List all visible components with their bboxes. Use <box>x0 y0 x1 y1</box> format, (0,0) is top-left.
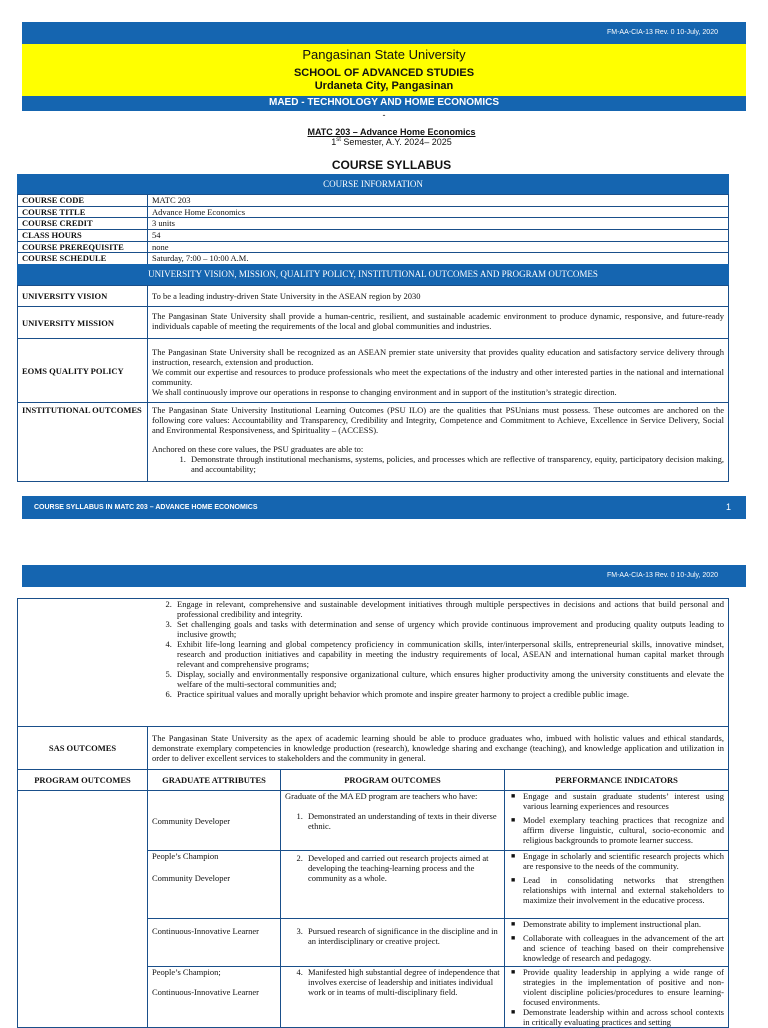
table-row <box>18 307 729 339</box>
attribute <box>148 791 281 851</box>
institutional-key: INSTITUTIONAL OUTCOMES <box>18 403 148 482</box>
inst-anchor: Anchored on these core values, the PSU graduates are able to: <box>152 444 364 454</box>
po-intro: Graduate of the MA ED program are teachers who have: <box>285 791 478 801</box>
mission-text: The Pangasinan State University shall provide a human-centric, resilient, and sustainable academic environment to produce dynamic, responsive, and future-ready individuals capable of meeting the requirements of the local and global communities and industries. <box>148 307 729 339</box>
row-value: none <box>148 241 729 253</box>
course-info-table <box>17 194 729 265</box>
row-value: 54 <box>148 230 729 242</box>
attribute-a: Community Developer <box>152 815 231 826</box>
policy-1: The Pangasinan State University shall be recognized as an ASEAN premier state university that provides quality education and satisfactory service delivery through instruction, research, extension and production. <box>152 347 724 367</box>
footer-text: COURSE SYLLABUS IN MATC 203 – ADVANCE HOME ECONOMICS <box>34 504 258 511</box>
table-row <box>18 195 729 207</box>
performance-indicators <box>505 967 729 1028</box>
attribute-a: Continuous-Innovative Learner <box>152 926 259 936</box>
col-graduate-attributes: GRADUATE ATTRIBUTES <box>148 770 281 791</box>
vision-mission-table <box>17 285 729 482</box>
table-row <box>18 791 729 851</box>
pi-item: ■ Engage in scholarly and scientific research projects which are responsive to the needs of the community. <box>509 851 724 871</box>
form-code-bar <box>22 22 746 44</box>
outcomes-table <box>17 598 729 1028</box>
institutional-outcomes-cont <box>18 599 729 727</box>
attribute <box>148 919 281 967</box>
vision-mission-header: UNIVERSITY VISION, MISSION, QUALITY POLICY, INSTITUTIONAL OUTCOMES AND PROGRAM OUTCOMES <box>17 264 729 285</box>
po-item: 3. Pursued research of significance in the discipline and in an interdisciplinary or creative project. <box>305 926 500 946</box>
list-item: 4. Exhibit life-long learning and global competency proficiency in communication skills, inter/interpersonal skills, entrepreneurial skills, innovative mindset, research and production initiatives and capability in meeting the industry requirements of local, ASEAN and international human capital market through relevant and comprehensive programs; <box>174 639 724 669</box>
course-info-header: COURSE INFORMATION <box>17 174 729 194</box>
table-row <box>18 727 729 770</box>
program-outcomes-empty <box>18 791 148 1028</box>
attribute <box>148 851 281 919</box>
table-row <box>18 770 729 791</box>
list-item: 6. Practice spiritual values and morally upright behavior which promote and inspire greater harmony to project a credible public image. <box>174 689 724 699</box>
row-key: COURSE PREREQUISITE <box>18 241 148 253</box>
performance-indicators <box>505 919 729 967</box>
list-item: 2. Engage in relevant, comprehensive and sustainable development initiatives through multiple perspectives in decisions and actions that build personal and professional credibility and integrity. <box>174 599 724 619</box>
pi-item: ■ Model exemplary teaching practices that recognize and affirm diverse linguistic, cultural, socio-economic and religious backgrounds to promote learner success. <box>509 815 724 845</box>
form-code-bar <box>22 565 746 587</box>
attribute <box>148 967 281 1028</box>
table-row <box>18 230 729 242</box>
table-row <box>18 403 729 482</box>
po-item: 4. Manifested high substantial degree of independence that involves exercise of leadership and initiates individual work or in teams of multi-disciplinary field. <box>305 967 500 997</box>
col-program-outcomes: PROGRAM OUTCOMES <box>18 770 148 791</box>
footer-bar <box>22 496 746 519</box>
table-row <box>18 218 729 230</box>
form-code: FM-AA-CIA-13 Rev. 0 10-July, 2020 <box>606 29 718 36</box>
pi-item: ■ Provide quality leadership in applying a wide range of strategies in the implementation of positive and non-violent discipline policies/procedures to ensure learning-focused environments. <box>509 967 724 1007</box>
page-title: COURSE SYLLABUS <box>331 158 452 172</box>
policy-2: We commit our expertise and resources to produce professionals who meet the expectations of the industry and other interested parties in the national and international community. <box>152 367 724 387</box>
table-row <box>18 599 729 727</box>
form-code: FM-AA-CIA-13 Rev. 0 10-July, 2020 <box>606 572 718 579</box>
pi-item: ■ Collaborate with colleagues in the advancement of the art and science of teaching based on their comprehensive knowledge of research and pedagogy. <box>509 933 724 963</box>
col-performance-indicators: PERFORMANCE INDICATORS <box>505 770 729 791</box>
institutional-text <box>148 403 729 482</box>
university-banner <box>22 44 746 96</box>
program-bar <box>22 96 746 111</box>
table-row <box>18 241 729 253</box>
sas-key: SAS OUTCOMES <box>18 727 148 770</box>
table-row <box>18 206 729 218</box>
pi-item: ■ Engage and sustain graduate students’ interest using various learning experiences and resources <box>509 791 724 811</box>
performance-indicators <box>505 851 729 919</box>
course-line: MATC 203 – Advance Home Economics <box>307 127 476 137</box>
row-key: COURSE SCHEDULE <box>18 253 148 265</box>
program-outcome <box>281 967 505 1028</box>
row-value: Saturday, 7:00 – 10:00 A.M. <box>148 253 729 265</box>
university-name: Pangasinan State University <box>302 47 466 62</box>
attribute-a: People’s Champion <box>152 851 219 861</box>
pi-item: ■ Demonstrate leadership within and across school contexts in critically evaluating practices and setting <box>509 1007 724 1027</box>
row-key: COURSE CREDIT <box>18 218 148 230</box>
program-name: MAED - TECHNOLOGY AND HOME ECONOMICS <box>268 97 499 108</box>
mission-key: UNIVERSITY MISSION <box>18 307 148 339</box>
row-value: MATC 203 <box>148 195 729 207</box>
sas-text: The Pangasinan State University as the apex of academic learning should be able to produce graduates who, imbued with holistic values and ethical standards, demonstrate exemplary competencies in knowledge production (research), knowledge sharing and exchange (teaching), and knowledge application and utilization in order to deliver excellent services to stakeholders and the community in general. <box>148 727 729 770</box>
row-key: COURSE CODE <box>18 195 148 207</box>
page-number: 1 <box>725 502 731 512</box>
po-item: 2. Developed and carried out research projects aimed at developing the teaching-learning process and the community as a whole. <box>305 853 500 883</box>
semester-num: 1 <box>331 137 337 147</box>
table-row <box>18 339 729 403</box>
row-value: Advance Home Economics <box>148 206 729 218</box>
row-value: 3 units <box>148 218 729 230</box>
attribute-a: People’s Champion; <box>152 967 221 977</box>
inst-item-1: 1. Demonstrate through institutional mechanisms, systems, policies, and processes which are reflective of transparency, equity, participatory decision making, and accountability; <box>188 454 724 474</box>
list-item: 5. Display, socially and environmentally responsive organizational culture, which ensures higher productivity among the university constituents and elevate the welfare of the multi-sectoral communities and; <box>174 669 724 689</box>
attribute-b: Continuous-Innovative Learner <box>152 987 259 997</box>
table-row <box>18 253 729 265</box>
pi-item: ■ Lead in consolidating networks that strengthen relationships with internal and external stakeholders to maximize their involvement in the educative process. <box>509 875 724 905</box>
semester-line <box>0 137 768 147</box>
list-item: 3. Set challenging goals and tasks with determination and sense of urgency which provide continuous improvement and producing quality outputs leading to inclusive growth; <box>174 619 724 639</box>
performance-indicators <box>505 791 729 851</box>
inst-intro: The Pangasinan State University Institutional Learning Outcomes (PSU ILO) are the qualities that PSUnians must possess. These outcomes are anchored on the following core values: Accountability and Transparency, Credibility and Integrity, Competence and Commitment to Achieve, Excellence in Service Delivery, Social and Environmental Responsiveness, and Spirituality – (ACCESS). <box>152 405 724 435</box>
attribute-b: Community Developer <box>152 873 231 883</box>
row-key: CLASS HOURS <box>18 230 148 242</box>
vision-key: UNIVERSITY VISION <box>18 286 148 307</box>
school-name: SCHOOL OF ADVANCED STUDIES <box>293 67 475 79</box>
po-item: 1. Demonstrated an understanding of texts in their diverse ethnic. <box>305 811 500 831</box>
policy-text <box>148 339 729 403</box>
pi-item: ■ Demonstrate ability to implement instructional plan. <box>509 919 724 929</box>
col-program-outcomes-2: PROGRAM OUTCOMES <box>281 770 505 791</box>
semester-sup: st <box>336 137 341 143</box>
program-outcome <box>281 791 505 851</box>
row-key: COURSE TITLE <box>18 206 148 218</box>
program-outcome <box>281 851 505 919</box>
table-row <box>18 286 729 307</box>
program-outcome <box>281 919 505 967</box>
policy-key: EOMS QUALITY POLICY <box>18 339 148 403</box>
city-name: Urdaneta City, Pangasinan <box>314 80 454 92</box>
vision-text: To be a leading industry-driven State University in the ASEAN region by 2030 <box>148 286 729 307</box>
policy-3: We shall continuously improve our operations in response to changing environment and in support of the institution’s strategic direction. <box>152 387 617 397</box>
semester-rest: Semester, A.Y. 2024– 2025 <box>340 137 452 147</box>
dash: - <box>382 110 386 120</box>
